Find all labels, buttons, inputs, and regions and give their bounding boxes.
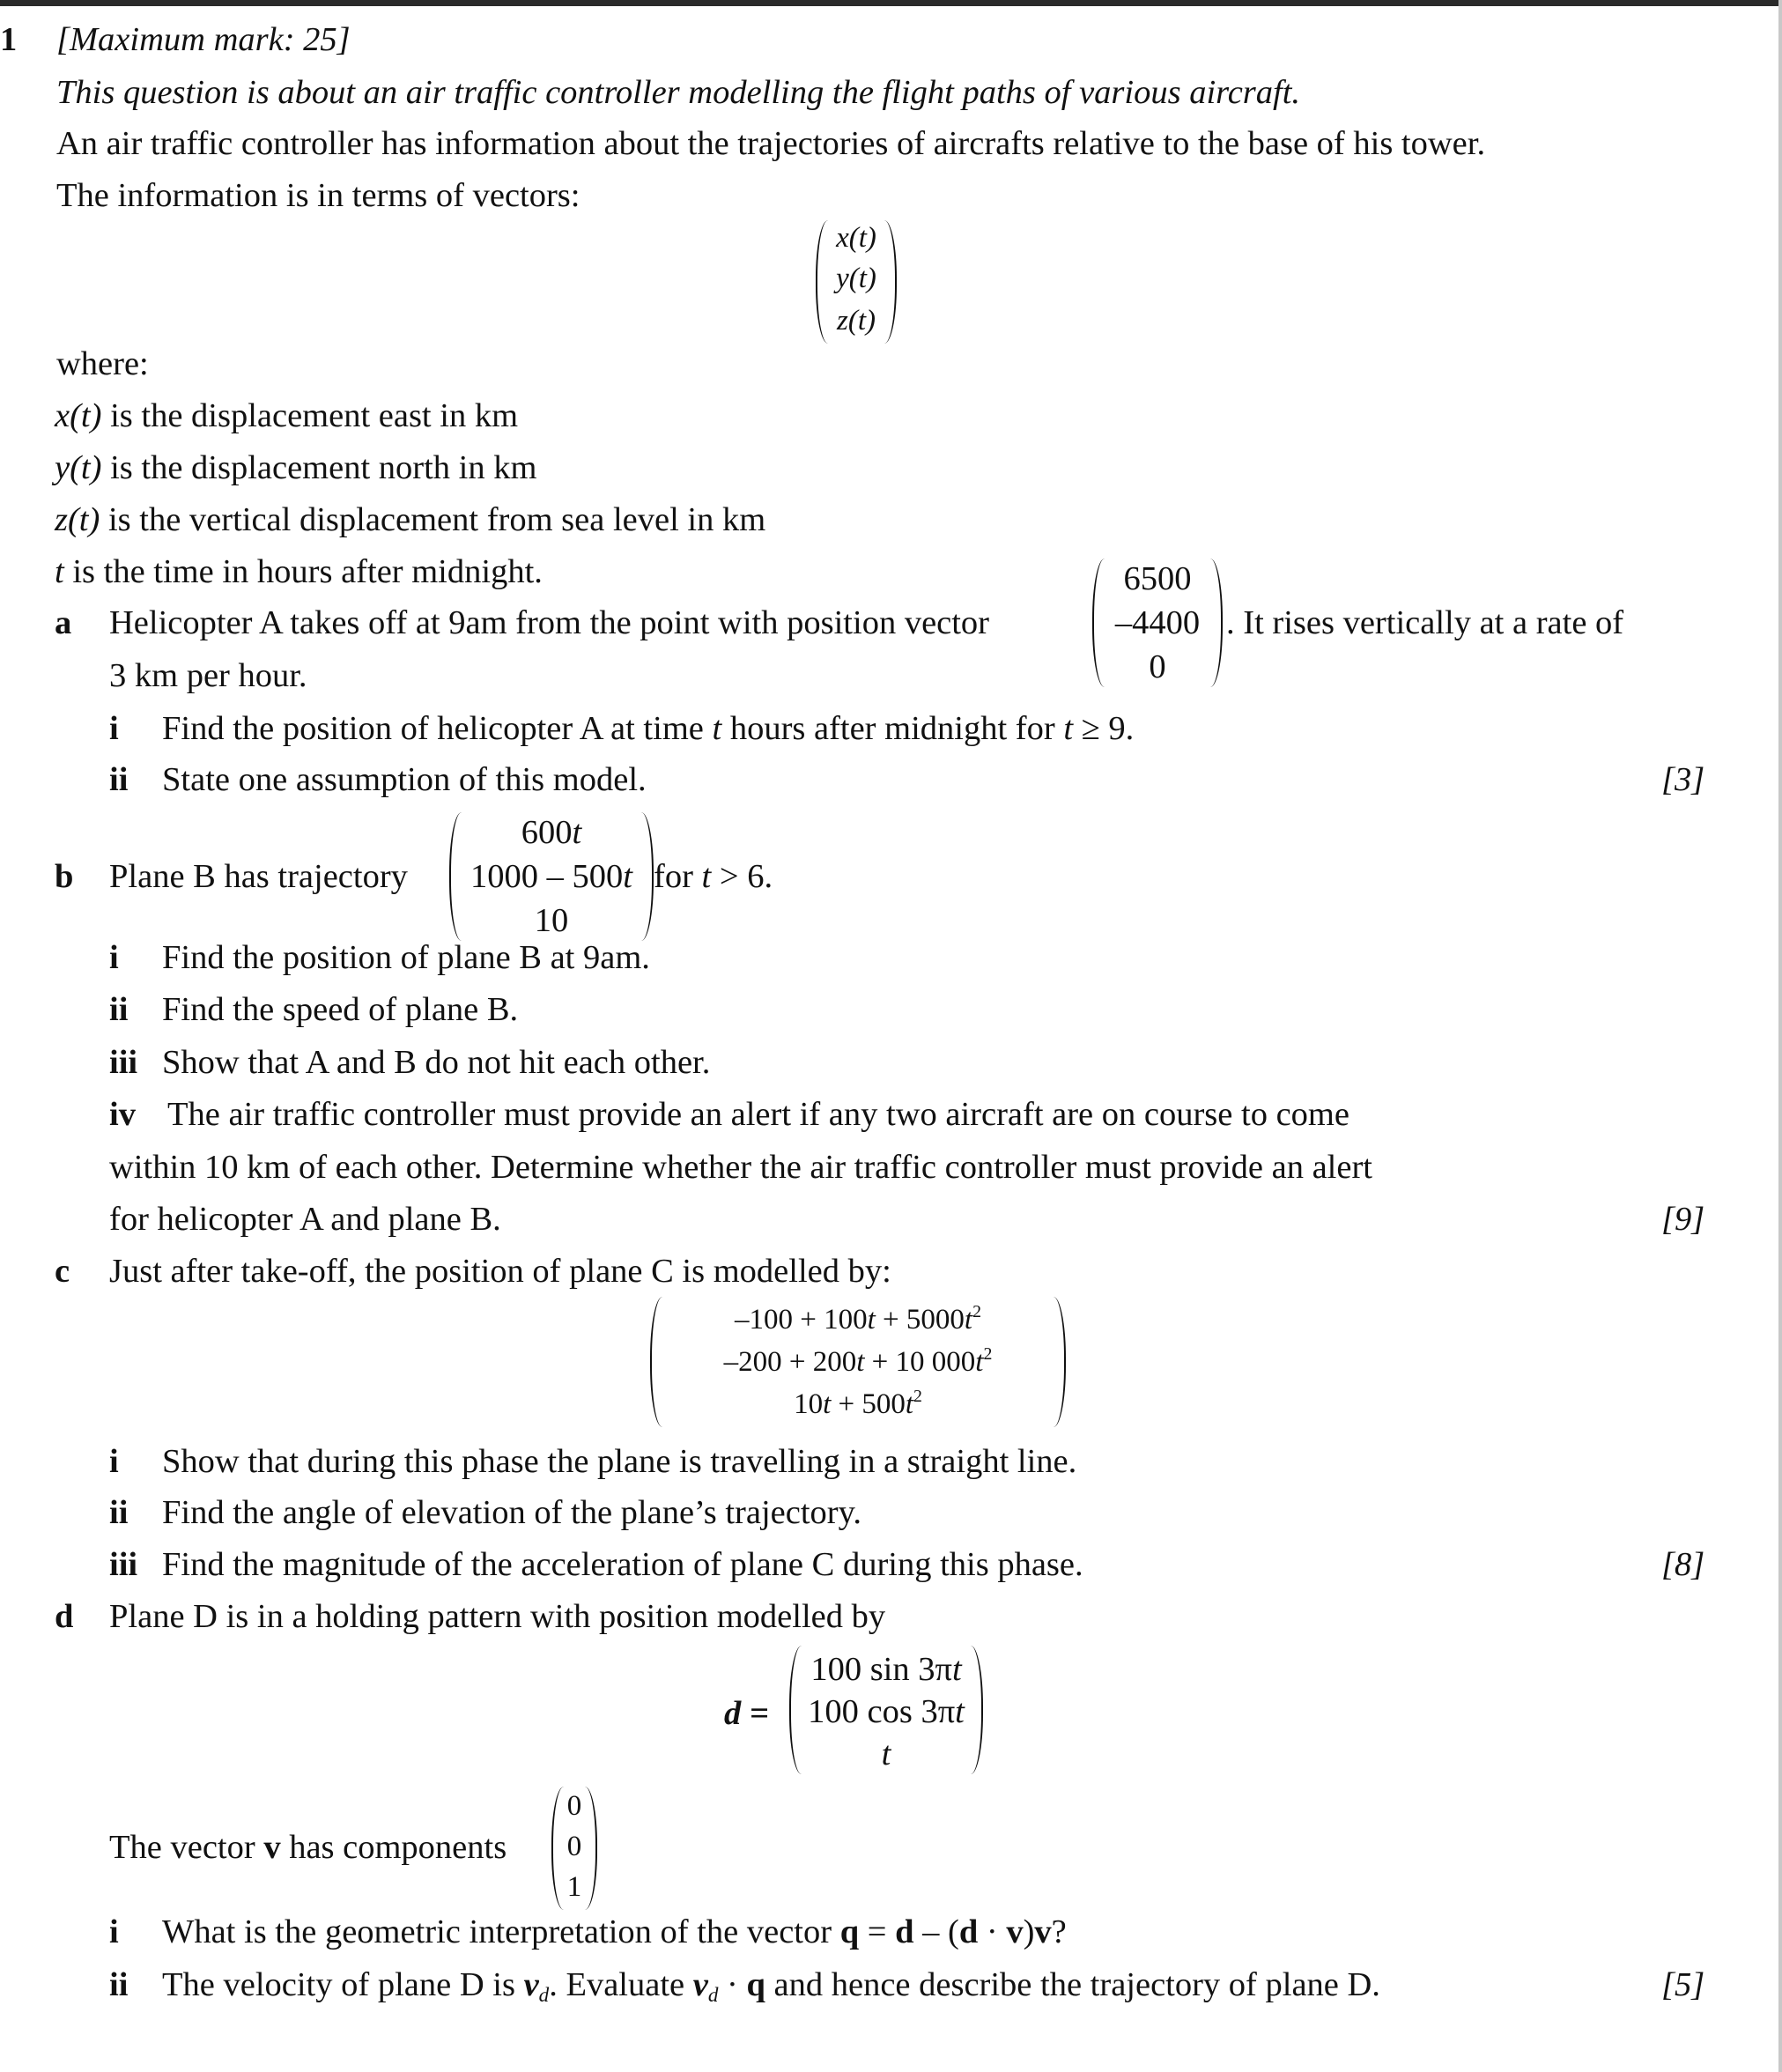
vector-b-y: 1000 – 500t — [470, 858, 632, 895]
vector-v-x: 0 — [566, 1790, 582, 1822]
def-y-text: is the displacement north in km — [101, 449, 537, 486]
part-a-label: a — [55, 604, 72, 641]
part-c-i-text: Show that during this phase the plane is travelling in a straight line. — [162, 1443, 1077, 1480]
part-c-ii — [109, 1496, 861, 1530]
part-a-i-cond2: ≥ 9. — [1073, 710, 1135, 747]
part-d-ii — [109, 1966, 1380, 2006]
part-a-ii-text: State one assumption of this model. — [162, 761, 647, 798]
vector-b-z: 10 — [534, 902, 569, 939]
part-c-line — [55, 1254, 891, 1289]
def-x-text: is the displacement east in km — [101, 397, 519, 434]
def-t — [55, 555, 543, 589]
part-b-i-label: i — [109, 939, 119, 976]
part-a-text-cont: 3 km per hour. — [109, 657, 307, 694]
vector-a-y: –4400 — [1114, 604, 1201, 641]
part-d-label: d — [55, 1598, 74, 1635]
def-t-text: is the time in hours after midnight. — [63, 553, 543, 590]
part-d-ii-label: ii — [109, 1966, 129, 2003]
part-b-i-text: Find the position of plane B at 9am. — [162, 939, 650, 976]
plane-c-position-vector — [650, 1297, 1066, 1427]
part-a-i-text: Find the position of helicopter A at time — [162, 710, 713, 747]
part-b-label: b — [55, 858, 74, 895]
part-b-iv-cont-2: for helicopter A and plane B. — [109, 1201, 501, 1238]
part-b-marks: [9] — [1661, 1201, 1705, 1238]
part-a-i-label: i — [109, 710, 119, 747]
vector-v-y: 0 — [566, 1831, 582, 1862]
part-b-i — [109, 941, 650, 975]
part-c-i-label: i — [109, 1443, 119, 1480]
vector-entry-y: y(t) — [836, 263, 876, 294]
part-c-ii-text: Find the angle of elevation of the plane’s trajectory. — [162, 1494, 861, 1531]
part-c-text: Just after take-off, the position of plane C is modelled by: — [109, 1253, 891, 1290]
part-c-iii — [109, 1548, 1083, 1582]
def-x — [55, 399, 518, 433]
vector-d-z: t — [881, 1735, 891, 1772]
vector-v-z: 1 — [566, 1871, 582, 1903]
part-b-iv — [109, 1098, 1349, 1132]
part-b-iv-text: The air traffic controller must provide an alert if any two aircraft are on course to come — [167, 1096, 1349, 1133]
helicopter-a-start-vector — [1092, 559, 1223, 687]
top-border — [0, 0, 1782, 6]
d-equals: d = — [724, 1695, 769, 1732]
part-b-line — [55, 860, 408, 894]
vector-entry-x: x(t) — [836, 222, 876, 254]
vector-d-y: 100 cos 3πt — [808, 1693, 965, 1730]
part-a-text-post: . It rises vertically at a rate of — [1226, 604, 1624, 641]
part-a-marks: [3] — [1661, 761, 1705, 798]
position-vector — [816, 220, 897, 344]
plane-d-position-vector — [789, 1646, 983, 1774]
part-d-i — [109, 1915, 1067, 1950]
part-c-iii-label: iii — [109, 1546, 138, 1583]
part-a-i-text2: hours after midnight for — [721, 710, 1064, 747]
def-t-symbol: t — [55, 553, 64, 590]
part-b-iv-cont-1: within 10 km of each other. Determine whether the air traffic controller must provide an alert — [109, 1149, 1372, 1186]
part-a-ii — [109, 763, 647, 797]
vector-a-x: 6500 — [1123, 560, 1192, 597]
part-b-iii — [109, 1046, 710, 1080]
vector-entry-z: z(t) — [837, 305, 876, 337]
vector-c-z: $10t + 500t^2$ — [794, 1387, 922, 1420]
def-z-text: is the vertical displacement from sea level in km — [100, 501, 766, 538]
part-d-marks: [5] — [1661, 1966, 1705, 2003]
part-d-i-label: i — [109, 1913, 119, 1950]
question-number — [0, 23, 17, 57]
part-b-ii — [109, 993, 518, 1027]
vector-a-z: 0 — [1149, 648, 1166, 685]
vector-c-y: –200 + 200t + 10 $000t^2$ — [723, 1344, 993, 1378]
intro-line-2: The information is in terms of vectors: — [56, 177, 580, 214]
part-b-iii-label: iii — [109, 1044, 138, 1081]
def-z-symbol: z(t) — [55, 501, 100, 538]
vector-b-x: 600t — [521, 814, 582, 851]
part-a-ii-label: ii — [109, 761, 129, 798]
def-y-symbol: y(t) — [55, 449, 102, 486]
right-border — [1778, 0, 1782, 2072]
part-c-label: c — [55, 1253, 70, 1290]
part-b-condition: for t > 6. — [654, 858, 773, 895]
part-c-ii-label: ii — [109, 1494, 129, 1531]
part-d-i-text: What is the geometric interpretation of the vector q = d – (d · v)v? — [162, 1913, 1067, 1950]
part-b-text: Plane B has trajectory — [109, 858, 408, 895]
part-a-line — [55, 606, 989, 640]
part-b-ii-text: Find the speed of plane B. — [162, 991, 519, 1028]
def-x-symbol: x(t) — [55, 397, 102, 434]
intro-line-1: An air traffic controller has information about the trajectories of aircrafts relative to the base of his tower. — [56, 125, 1486, 162]
part-d-text: Plane D is in a holding pattern with position modelled by — [109, 1598, 886, 1635]
max-mark: [Maximum mark: 25] — [56, 21, 351, 58]
part-c-marks: [8] — [1661, 1546, 1705, 1583]
part-a-text: Helicopter A takes off at 9am from the point with position vector — [109, 604, 990, 641]
part-d-line — [55, 1600, 885, 1634]
part-a-i — [109, 712, 1134, 746]
def-y — [55, 451, 536, 485]
part-d-ii-text: The velocity of plane D is $v_d$. Evaluate $v_d \cdot q$ and hence describe the trajectory of plane D. — [162, 1966, 1380, 2006]
part-a-i-t: t — [712, 710, 722, 747]
vector-c-x: $-100 + 100t + 5000t^2$ — [735, 1302, 981, 1336]
part-d-v-text: The vector v has components — [109, 1829, 507, 1866]
part-b-iii-text: Show that A and B do not hit each other. — [162, 1044, 711, 1081]
part-a-i-cond: t — [1063, 710, 1074, 747]
plane-b-trajectory-vector — [449, 812, 654, 941]
intro-italic: This question is about an air traffic controller modelling the flight paths of various aircraft. — [56, 74, 1301, 111]
def-z — [55, 503, 765, 537]
vector-d-x: 100 sin 3πt — [810, 1651, 962, 1688]
part-b-ii-label: ii — [109, 991, 129, 1028]
part-c-iii-text: Find the magnitude of the acceleration of plane C during this phase. — [162, 1546, 1083, 1583]
part-c-i — [109, 1445, 1076, 1479]
where-label: where: — [56, 345, 149, 382]
question-number-text: 1 — [0, 21, 18, 58]
vector-v — [551, 1787, 597, 1910]
part-b-iv-label: iv — [109, 1096, 136, 1133]
